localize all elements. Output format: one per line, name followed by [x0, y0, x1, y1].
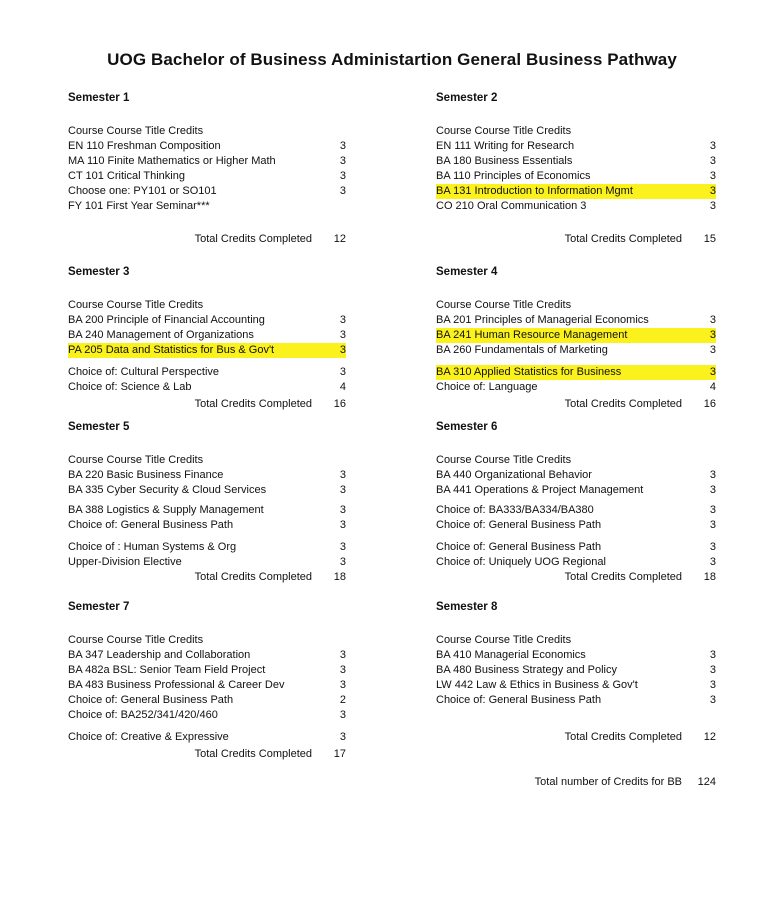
course-name: FY 101 First Year Seminar*** — [68, 200, 210, 212]
total-value: 15 — [703, 233, 716, 245]
course-row — [436, 540, 716, 555]
course-row — [68, 328, 346, 343]
semester-5-block — [68, 420, 346, 585]
course-credits: 4 — [339, 381, 346, 393]
column-header: Course Course Title Credits — [68, 125, 204, 137]
course-credits: 3 — [709, 200, 716, 212]
course-credits: 3 — [709, 679, 716, 691]
course-credits: 3 — [709, 649, 716, 661]
course-row — [436, 503, 716, 518]
course-credits: 3 — [709, 314, 716, 326]
course-name: Choice of: Cultural Perspective — [68, 366, 220, 378]
total-value: 16 — [703, 398, 716, 410]
course-name: LW 442 Law & Ethics in Business & Gov't — [436, 679, 638, 691]
course-row — [68, 503, 346, 518]
course-credits: 3 — [339, 329, 346, 341]
course-row — [68, 518, 346, 533]
semester-6-block — [436, 420, 716, 585]
course-name: BA 180 Business Essentials — [436, 155, 573, 167]
course-name: EN 110 Freshman Composition — [68, 140, 221, 152]
course-row — [436, 518, 716, 533]
course-credits: 3 — [709, 329, 716, 341]
total-label: Total Credits Completed — [194, 398, 312, 410]
course-row — [436, 678, 716, 693]
course-name: BA 240 Management of Organizations — [68, 329, 254, 341]
course-row — [68, 365, 346, 380]
course-row — [68, 468, 346, 483]
course-name: Choice of: General Business Path — [436, 519, 602, 531]
course-credits: 3 — [339, 664, 346, 676]
course-name: BA 220 Basic Business Finance — [68, 469, 224, 481]
semester-total-row — [436, 232, 716, 247]
total-label: Total Credits Completed — [194, 748, 312, 760]
semester-title: Semester 3 — [68, 266, 130, 278]
course-credits: 3 — [339, 709, 346, 721]
course-credits: 3 — [339, 469, 346, 481]
semester-total-row — [436, 570, 716, 585]
course-row-highlighted — [68, 343, 346, 358]
course-credits: 3 — [339, 155, 346, 167]
course-credits: 3 — [709, 541, 716, 553]
course-name: BA 480 Business Strategy and Policy — [436, 664, 617, 676]
course-name: Choose one: PY101 or SO101 — [68, 185, 217, 197]
column-header: Course Course Title Credits — [436, 454, 572, 466]
course-name: Choice of: BA333/BA334/BA380 — [436, 504, 594, 516]
course-name: Choice of: General Business Path — [436, 541, 602, 553]
course-credits: 3 — [339, 679, 346, 691]
total-label: Total Credits Completed — [564, 731, 682, 743]
course-credits: 3 — [339, 484, 346, 496]
course-name: BA 441 Operations & Project Management — [436, 484, 644, 496]
course-credits: 3 — [709, 140, 716, 152]
total-value: 17 — [333, 748, 346, 760]
course-credits: 3 — [709, 484, 716, 496]
course-row — [68, 648, 346, 663]
course-name: BA 482a BSL: Senior Team Field Project — [68, 664, 266, 676]
course-credits: 3 — [339, 541, 346, 553]
course-row — [68, 555, 346, 570]
course-name: CT 101 Critical Thinking — [68, 170, 185, 182]
course-row — [68, 313, 346, 328]
course-name: BA 201 Principles of Managerial Economics — [436, 314, 649, 326]
course-credits: 3 — [709, 170, 716, 182]
course-name: EN 111 Writing for Research — [436, 140, 575, 152]
course-name: Choice of: General Business Path — [68, 519, 234, 531]
total-value: 18 — [333, 571, 346, 583]
course-credits: 3 — [709, 504, 716, 516]
semester-total-row — [436, 397, 716, 412]
column-header: Course Course Title Credits — [68, 299, 204, 311]
page-title: UOG Bachelor of Business Administartion General Business Pathway — [107, 50, 677, 69]
total-value: 12 — [333, 233, 346, 245]
course-row — [436, 139, 716, 154]
course-row — [68, 663, 346, 678]
semester-total-row — [68, 397, 346, 412]
course-row — [436, 343, 716, 358]
total-value: 18 — [703, 571, 716, 583]
semester-total-row — [68, 232, 346, 247]
course-name: Choice of: Uniquely UOG Regional — [436, 556, 606, 568]
semester-total-row — [68, 570, 346, 585]
semester-1-block — [68, 91, 346, 247]
course-credits: 3 — [709, 519, 716, 531]
course-row-highlighted — [436, 184, 716, 199]
column-header: Course Course Title Credits — [68, 454, 204, 466]
course-name: Choice of: Language — [436, 381, 538, 393]
course-name: Choice of : Human Systems & Org — [68, 541, 237, 553]
course-row — [436, 663, 716, 678]
course-credits: 3 — [709, 366, 716, 378]
course-row — [436, 199, 716, 214]
course-name: BA 260 Fundamentals of Marketing — [436, 344, 608, 356]
column-header: Course Course Title Credits — [436, 125, 572, 137]
grand-total-value: 124 — [697, 776, 716, 788]
course-name: BA 110 Principles of Economics — [436, 170, 591, 182]
course-name: BA 241 Human Resource Management — [436, 329, 628, 341]
course-name: PA 205 Data and Statistics for Bus & Gov't — [68, 344, 275, 356]
course-name: Choice of: Creative & Expressive — [68, 731, 229, 743]
course-credits: 3 — [339, 731, 346, 743]
course-credits: 3 — [339, 344, 346, 356]
column-header: Course Course Title Credits — [68, 634, 204, 646]
course-credits: 2 — [339, 694, 346, 706]
course-name: Upper-Division Elective — [68, 556, 182, 568]
course-row — [68, 678, 346, 693]
total-label: Total Credits Completed — [194, 571, 312, 583]
semester-7-block — [68, 600, 346, 762]
semester-total-row — [68, 747, 346, 762]
course-name: BA 483 Business Professional & Career Dev — [68, 679, 285, 691]
course-credits: 3 — [339, 185, 346, 197]
course-name: CO 210 Oral Communication 3 — [436, 200, 587, 212]
course-name: BA 388 Logistics & Supply Management — [68, 504, 264, 516]
course-name: BA 347 Leadership and Collaboration — [68, 649, 251, 661]
course-row-highlighted — [436, 365, 716, 380]
course-row — [68, 708, 346, 723]
course-row — [436, 169, 716, 184]
course-credits: 3 — [709, 469, 716, 481]
course-credits: 3 — [709, 694, 716, 706]
course-row — [436, 154, 716, 169]
course-credits: 3 — [709, 556, 716, 568]
total-value: 16 — [333, 398, 346, 410]
semester-total-row — [436, 730, 716, 745]
course-row — [68, 139, 346, 154]
semester-2-block — [436, 91, 716, 247]
course-row — [436, 380, 716, 395]
course-row — [68, 380, 346, 395]
course-name: BA 310 Applied Statistics for Business — [436, 366, 622, 378]
grand-total-label: Total number of Credits for BB — [534, 776, 682, 788]
course-row — [68, 199, 346, 214]
course-row — [436, 483, 716, 498]
course-row — [68, 169, 346, 184]
course-row — [436, 468, 716, 483]
course-credits: 3 — [339, 366, 346, 378]
course-name: BA 410 Managerial Economics — [436, 649, 586, 661]
semester-8-block — [436, 600, 716, 745]
course-credits: 3 — [709, 185, 716, 197]
course-credits: 3 — [339, 140, 346, 152]
semester-title: Semester 4 — [436, 266, 498, 278]
course-credits: 3 — [339, 519, 346, 531]
total-label: Total Credits Completed — [564, 571, 682, 583]
semester-title: Semester 8 — [436, 601, 498, 613]
semester-title: Semester 5 — [68, 421, 130, 433]
course-credits: 3 — [709, 155, 716, 167]
course-name: Choice of: General Business Path — [68, 694, 234, 706]
course-credits: 3 — [339, 649, 346, 661]
total-value: 12 — [703, 731, 716, 743]
course-name: BA 335 Cyber Security & Cloud Services — [68, 484, 267, 496]
grand-total-row — [436, 775, 716, 790]
course-name: BA 131 Introduction to Information Mgmt — [436, 185, 633, 197]
semester-title: Semester 6 — [436, 421, 498, 433]
total-label: Total Credits Completed — [194, 233, 312, 245]
course-name: Choice of: Science & Lab — [68, 381, 192, 393]
course-row — [436, 648, 716, 663]
total-label: Total Credits Completed — [564, 398, 682, 410]
course-row — [436, 693, 716, 708]
course-row — [68, 693, 346, 708]
column-header: Course Course Title Credits — [436, 634, 572, 646]
course-name: BA 440 Organizational Behavior — [436, 469, 592, 481]
course-row-highlighted — [436, 328, 716, 343]
semester-title: Semester 1 — [68, 92, 130, 104]
course-row — [68, 483, 346, 498]
semester-title: Semester 2 — [436, 92, 498, 104]
course-row — [68, 184, 346, 199]
semester-title: Semester 7 — [68, 601, 130, 613]
course-credits: 3 — [709, 344, 716, 356]
course-row — [68, 730, 346, 745]
semester-3-block — [68, 265, 346, 412]
course-credits: 3 — [339, 504, 346, 516]
course-row — [436, 313, 716, 328]
course-name: BA 200 Principle of Financial Accounting — [68, 314, 265, 326]
course-credits: 3 — [339, 314, 346, 326]
column-header: Course Course Title Credits — [436, 299, 572, 311]
course-row — [68, 540, 346, 555]
course-row — [68, 154, 346, 169]
course-row — [436, 555, 716, 570]
course-credits: 3 — [339, 556, 346, 568]
course-name: Choice of: General Business Path — [436, 694, 602, 706]
semester-4-block — [436, 265, 716, 412]
course-name: MA 110 Finite Mathematics or Higher Math — [68, 155, 276, 167]
course-name: Choice of: BA252/341/420/460 — [68, 709, 218, 721]
course-credits: 3 — [709, 664, 716, 676]
total-label: Total Credits Completed — [564, 233, 682, 245]
course-credits: 4 — [709, 381, 716, 393]
course-credits: 3 — [339, 170, 346, 182]
